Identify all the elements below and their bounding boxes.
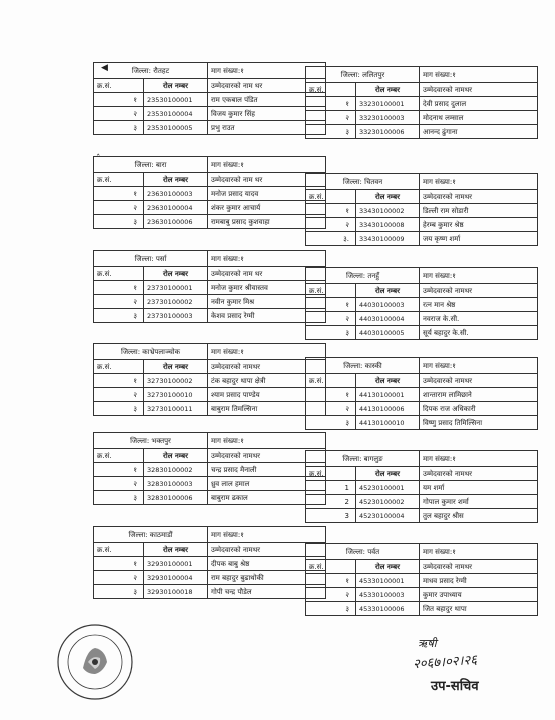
table-row: [306, 588, 538, 602]
table-row: [94, 571, 326, 585]
col-sn-header: क्र.सं.: [306, 374, 356, 388]
row-name: चन्द्र प्रसाद मैनाली: [208, 463, 326, 477]
district-table: [93, 250, 326, 323]
col-name-header: उम्मेदवारको नामथर: [420, 190, 538, 204]
demand-count: माग संख्या:१: [208, 344, 326, 360]
table-row: [306, 509, 538, 523]
demand-count: माग संख्या:१: [208, 63, 326, 79]
row-roll: 23730100003: [144, 309, 208, 323]
table-row: [94, 402, 326, 416]
col-sn-header: क्र.सं.: [306, 284, 356, 298]
table-row: [94, 491, 326, 505]
district-label: जिल्ला: पर्वत: [306, 544, 420, 560]
demand-count: माग संख्या:१: [208, 433, 326, 449]
row-sn: १: [306, 574, 356, 588]
district-table: [305, 543, 538, 616]
district-table: [93, 156, 326, 229]
table-row: [94, 463, 326, 477]
row-name: हेरम्ब कुमार श्रेष्ठ: [420, 218, 538, 232]
table-row: [306, 218, 538, 232]
row-roll: 45330100003: [356, 588, 420, 602]
row-name: कुमार उपाध्याय: [420, 588, 538, 602]
row-sn: ३.: [306, 232, 356, 246]
row-name: रामबाबु प्रसाद कुशवाहा: [208, 215, 326, 229]
col-name-header: उम्मेदवारको नामथर: [208, 360, 326, 374]
row-sn: १: [94, 187, 144, 201]
row-roll: 23530100004: [144, 107, 208, 121]
row-roll: 33230100003: [356, 111, 420, 125]
row-roll: 45230100002: [356, 495, 420, 509]
row-name: विष्णु प्रसाद तिमिल्सिना: [420, 416, 538, 430]
table-row: [94, 309, 326, 323]
table-row: [306, 97, 538, 111]
row-roll: 33430100009: [356, 232, 420, 246]
col-sn-header: क्र.सं.: [94, 543, 144, 557]
row-roll: 33230100006: [356, 125, 420, 139]
row-sn: १: [94, 557, 144, 571]
table-row: [94, 201, 326, 215]
row-sn: २: [306, 588, 356, 602]
district-label: जिल्ला: बारा: [94, 157, 208, 173]
row-sn: २: [94, 295, 144, 309]
row-sn: ३: [94, 215, 144, 229]
stray-mark: ˆ: [96, 154, 101, 164]
row-roll: 32930100018: [144, 585, 208, 599]
table-row: [94, 107, 326, 121]
row-name: विजय कुमार सिंह: [208, 107, 326, 121]
row-sn: २: [306, 402, 356, 416]
col-name-header: उम्मेदवारको नाम थर: [208, 267, 326, 281]
table-row: [306, 232, 538, 246]
row-name: दिपक राज अधिकारी: [420, 402, 538, 416]
row-roll: 32830100002: [144, 463, 208, 477]
official-seal-icon: [55, 622, 135, 702]
table-row: [94, 187, 326, 201]
row-sn: १: [94, 281, 144, 295]
row-roll: 23630100003: [144, 187, 208, 201]
demand-count: माग संख्या:१: [420, 268, 538, 284]
row-roll: 23530100001: [144, 93, 208, 107]
table-row: [306, 388, 538, 402]
row-name: राम एकबाल पंडित: [208, 93, 326, 107]
district-label: जिल्ला: ललितपुर: [306, 67, 420, 83]
col-sn-header: क्र.सं.: [94, 79, 144, 93]
row-sn: ३: [94, 585, 144, 599]
col-sn-header: क्र.सं.: [306, 560, 356, 574]
table-row: [306, 416, 538, 430]
row-roll: 44130100001: [356, 388, 420, 402]
row-sn: १: [306, 204, 356, 218]
row-name: ध्रुव लाल हमाल: [208, 477, 326, 491]
signature-date: २०६७।०२।२६: [412, 652, 478, 673]
row-name: सूर्य बहादुर के.सी.: [420, 326, 538, 340]
table-row: [306, 298, 538, 312]
col-sn-header: क्र.सं.: [94, 267, 144, 281]
district-table: [93, 343, 326, 416]
row-sn: २: [94, 571, 144, 585]
row-sn: 2: [306, 495, 356, 509]
stray-mark: ◀: [101, 63, 108, 73]
row-name: नवीन कुमार मिश्र: [208, 295, 326, 309]
row-roll: 45330100001: [356, 574, 420, 588]
col-sn-header: क्र.सं.: [94, 449, 144, 463]
row-roll: 44130100006: [356, 402, 420, 416]
row-roll: 32730100010: [144, 388, 208, 402]
row-name: बाबुराम तिमल्सिना: [208, 402, 326, 416]
row-roll: 44030100005: [356, 326, 420, 340]
row-roll: 32930100001: [144, 557, 208, 571]
table-row: [306, 481, 538, 495]
row-sn: १: [306, 298, 356, 312]
col-roll-header: रोल नम्बर: [356, 83, 420, 97]
row-name: जित बहादुर थापा: [420, 602, 538, 616]
row-roll: 32830100003: [144, 477, 208, 491]
district-label: जिल्ला: चितवन: [306, 174, 420, 190]
table-row: [94, 121, 326, 135]
row-roll: 33230100001: [356, 97, 420, 111]
row-name: मनोज कुमार श्रीवास्तव: [208, 281, 326, 295]
row-sn: २: [306, 111, 356, 125]
demand-count: माग संख्या:१: [420, 451, 538, 467]
row-sn: २: [94, 388, 144, 402]
row-sn: २: [306, 218, 356, 232]
district-table: [305, 357, 538, 430]
district-table: [305, 173, 538, 246]
row-name: शान्ताराम लामिछाने: [420, 388, 538, 402]
row-roll: 33430100002: [356, 204, 420, 218]
row-roll: 32830100006: [144, 491, 208, 505]
district-table: [93, 432, 326, 505]
row-sn: ३: [306, 326, 356, 340]
col-roll-header: रोल नम्बर: [144, 267, 208, 281]
row-sn: ३: [306, 125, 356, 139]
signature-title: उप-सचिव: [431, 679, 479, 694]
col-name-header: उम्मेदवारको नामथर: [420, 467, 538, 481]
col-name-header: उम्मेदवारको नामथर: [420, 284, 538, 298]
row-name: तुल बहादुर श्रीस: [420, 509, 538, 523]
col-roll-header: रोल नम्बर: [144, 543, 208, 557]
row-name: दीपक बाबु श्रेष्ठ: [208, 557, 326, 571]
row-sn: १: [94, 463, 144, 477]
row-name: रत्न मान श्रेष्ठ: [420, 298, 538, 312]
row-roll: 44130100010: [356, 416, 420, 430]
district-label: जिल्ला: रौतहट: [94, 63, 208, 79]
col-name-header: उम्मेदवारको नामथर: [420, 83, 538, 97]
row-roll: 44030100003: [356, 298, 420, 312]
row-roll: 23530100005: [144, 121, 208, 135]
row-roll: 23730100002: [144, 295, 208, 309]
table-row: [94, 281, 326, 295]
col-name-header: उम्मेदवारको नामथर: [420, 560, 538, 574]
row-name: राम बहादुर बुढाथोकी: [208, 571, 326, 585]
demand-count: माग संख्या:१: [208, 157, 326, 173]
row-sn: १: [306, 388, 356, 402]
row-sn: २: [306, 312, 356, 326]
row-name: यम शर्मा: [420, 481, 538, 495]
district-label: जिल्ला: काभ्रेपलाञ्चोक: [94, 344, 208, 360]
district-table: [305, 450, 538, 523]
table-row: [94, 93, 326, 107]
district-table: [93, 526, 326, 599]
table-row: [306, 602, 538, 616]
row-name: टंक बहादुर थापा क्षेत्री: [208, 374, 326, 388]
table-row: [94, 388, 326, 402]
signature-name: ऋषी: [418, 637, 437, 650]
row-name: गोपाल कुमार शर्मा: [420, 495, 538, 509]
row-name: देवी प्रसाद दुलाल: [420, 97, 538, 111]
row-roll: 32730100011: [144, 402, 208, 416]
row-name: माधव प्रसाद रेग्मी: [420, 574, 538, 588]
row-sn: १: [306, 97, 356, 111]
district-label: जिल्ला: कास्की: [306, 358, 420, 374]
row-sn: 3: [306, 509, 356, 523]
col-name-header: उम्मेदवारको नामथर: [208, 449, 326, 463]
col-sn-header: क्र.सं.: [94, 173, 144, 187]
col-roll-header: रोल नम्बर: [356, 560, 420, 574]
row-name: प्रभु राउत: [208, 121, 326, 135]
demand-count: माग संख्या:१: [208, 527, 326, 543]
row-name: जय कृष्ण शर्मा: [420, 232, 538, 246]
col-name-header: उम्मेदवारको नाम थर: [208, 79, 326, 93]
row-sn: ३: [306, 416, 356, 430]
row-name: मनोज प्रसाद यादव: [208, 187, 326, 201]
col-name-header: उम्मेदवारको नामथर: [420, 374, 538, 388]
row-roll: 23630100004: [144, 201, 208, 215]
district-label: जिल्ला: पर्सा: [94, 251, 208, 267]
table-row: [306, 402, 538, 416]
col-roll-header: रोल नम्बर: [144, 173, 208, 187]
district-label: जिल्ला: तनहुँ: [306, 268, 420, 284]
table-row: [94, 374, 326, 388]
col-sn-header: क्र.सं.: [306, 467, 356, 481]
row-sn: ३: [94, 402, 144, 416]
district-label: जिल्ला: बागलुङ: [306, 451, 420, 467]
table-row: [306, 111, 538, 125]
table-row: [306, 204, 538, 218]
col-roll-header: रोल नम्बर: [356, 284, 420, 298]
row-roll: 33430100008: [356, 218, 420, 232]
demand-count: माग संख्या:१: [420, 544, 538, 560]
col-roll-header: रोल नम्बर: [144, 449, 208, 463]
col-roll-header: रोल नम्बर: [356, 190, 420, 204]
row-roll: 32730100002: [144, 374, 208, 388]
table-row: [306, 312, 538, 326]
col-sn-header: क्र.सं.: [94, 360, 144, 374]
demand-count: माग संख्या:१: [420, 358, 538, 374]
row-name: बाबुराम ढकाल: [208, 491, 326, 505]
col-roll-header: रोल नम्बर: [356, 467, 420, 481]
table-row: [94, 585, 326, 599]
row-roll: 45230100004: [356, 509, 420, 523]
table-row: [94, 215, 326, 229]
table-row: [306, 574, 538, 588]
row-sn: १: [94, 93, 144, 107]
row-roll: 45230100001: [356, 481, 420, 495]
row-roll: 32930100004: [144, 571, 208, 585]
row-roll: 45330100006: [356, 602, 420, 616]
table-row: [306, 495, 538, 509]
row-roll: 23730100001: [144, 281, 208, 295]
row-sn: ३: [306, 602, 356, 616]
district-label: जिल्ला: काठमाडौं: [94, 527, 208, 543]
row-sn: 1: [306, 481, 356, 495]
row-sn: ३: [94, 121, 144, 135]
col-sn-header: क्र.सं.: [306, 190, 356, 204]
demand-count: माग संख्या:१: [420, 67, 538, 83]
col-name-header: उम्मेदवारको नाम थर: [208, 173, 326, 187]
col-roll-header: रोल नम्बर: [144, 79, 208, 93]
row-name: नवराज के.सी.: [420, 312, 538, 326]
row-name: गोपी चन्द्र पौडेल: [208, 585, 326, 599]
row-name: मोदनाथ लम्साल: [420, 111, 538, 125]
row-roll: 44030100004: [356, 312, 420, 326]
row-sn: ३: [94, 491, 144, 505]
signature-block: [395, 632, 545, 702]
demand-count: माग संख्या:१: [420, 174, 538, 190]
district-label: जिल्ला: भक्तपुर: [94, 433, 208, 449]
row-name: शंकर कुमार आचार्य: [208, 201, 326, 215]
row-name: आनन्द ढुंगाना: [420, 125, 538, 139]
col-roll-header: रोल नम्बर: [356, 374, 420, 388]
table-row: [94, 557, 326, 571]
table-row: [94, 477, 326, 491]
col-name-header: उम्मेदवारको नामथर: [208, 543, 326, 557]
district-table: [305, 267, 538, 340]
row-sn: २: [94, 201, 144, 215]
table-row: [94, 295, 326, 309]
row-roll: 23630100006: [144, 215, 208, 229]
district-table: [93, 62, 326, 135]
table-row: [306, 125, 538, 139]
table-row: [306, 326, 538, 340]
district-table: [305, 66, 538, 139]
row-sn: १: [94, 374, 144, 388]
row-name: डिल्ली राम सोडारी: [420, 204, 538, 218]
col-roll-header: रोल नम्बर: [144, 360, 208, 374]
row-sn: ३: [94, 309, 144, 323]
row-name: केशव प्रसाद रेग्मी: [208, 309, 326, 323]
demand-count: माग संख्या:१: [208, 251, 326, 267]
row-name: श्याम प्रसाद पाण्डेय: [208, 388, 326, 402]
row-sn: २: [94, 477, 144, 491]
row-sn: २: [94, 107, 144, 121]
col-sn-header: क्र.सं.: [306, 83, 356, 97]
